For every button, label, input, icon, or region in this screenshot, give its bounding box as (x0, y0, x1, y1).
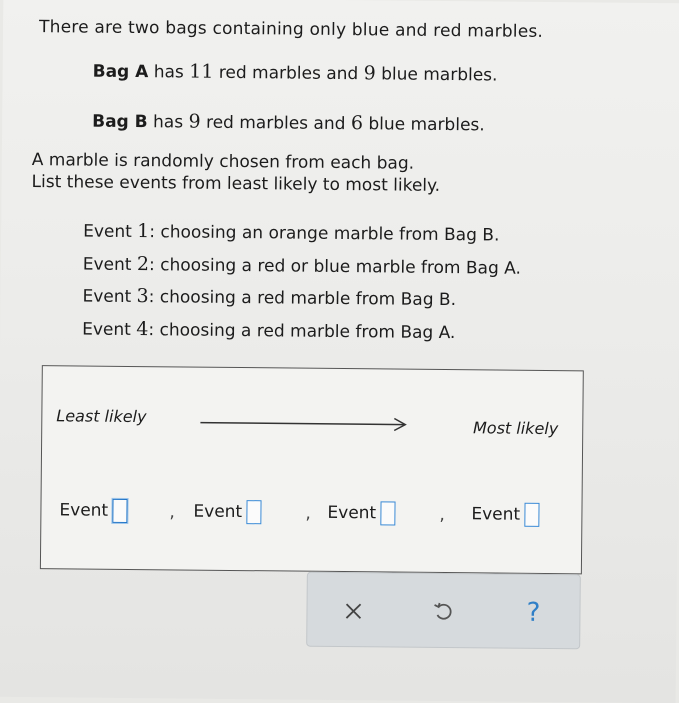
bag-b-name: Bag B (92, 111, 148, 133)
event-text: : choosing a red marble from Bag B. (148, 287, 457, 311)
answer-input-2[interactable] (246, 500, 261, 524)
answer-slot-3 (327, 501, 395, 526)
answer-slot-2 (193, 500, 261, 525)
bag-a-blue-count: 9 (363, 62, 376, 85)
event-list (82, 216, 521, 350)
bag-a-red-text: red marbles and (213, 62, 364, 85)
event-label: Event (82, 286, 137, 308)
event-item-2 (83, 248, 521, 285)
clear-button[interactable] (337, 595, 369, 627)
event-text: : choosing a red or blue marble from Bag A. (148, 254, 522, 279)
event-number: 1 (137, 220, 150, 243)
right-arrow-icon (200, 416, 408, 432)
slot-separator: , (169, 502, 175, 523)
slot-separator: , (439, 504, 445, 526)
bag-a-line (93, 60, 498, 86)
help-button[interactable] (517, 597, 549, 629)
bag-a-name: Bag A (92, 61, 149, 83)
instruction-line-2: List these events from least likely to most likely. (31, 172, 441, 196)
event-label: Event (82, 319, 137, 340)
slot-separator: , (305, 503, 311, 524)
bag-a-blue-text: blue marbles. (375, 64, 498, 86)
question-icon: ? (526, 597, 541, 628)
intro-text: There are two bags containing only blue and red marbles. (38, 17, 544, 42)
bag-b-blue-count: 6 (350, 112, 364, 135)
event-text: : choosing a red marble from Bag A. (148, 319, 456, 343)
slot-label: Event (193, 501, 243, 523)
bag-a-red-count: 11 (189, 60, 214, 83)
undo-icon (432, 601, 454, 623)
answer-input-4[interactable] (524, 503, 539, 527)
instructions (31, 149, 440, 197)
least-likely-label: Least likely (56, 406, 147, 427)
answer-input-1[interactable] (112, 499, 127, 523)
slot-label: Event (59, 500, 109, 521)
answer-slot-4 (471, 502, 539, 527)
event-number: 3 (136, 285, 149, 308)
bag-b-red-count: 9 (188, 110, 201, 133)
instruction-line-1: A marble is randomly chosen from each bag. (31, 150, 415, 174)
answer-box (40, 365, 584, 574)
bag-a-has: has (148, 62, 190, 83)
bag-b-red-text: red marbles and (200, 112, 351, 135)
bag-b-blue-text: blue marbles. (362, 114, 485, 136)
event-item-3 (82, 281, 520, 318)
event-label: Event (82, 254, 138, 275)
answer-slots (58, 498, 558, 526)
undo-button[interactable] (427, 596, 459, 628)
event-number: 2 (136, 252, 150, 275)
event-number: 4 (136, 317, 149, 340)
event-label: Event (83, 221, 138, 243)
event-text: : choosing an orange marble from Bag B. (149, 222, 500, 246)
bag-b-has: has (147, 112, 189, 133)
event-item-1 (83, 216, 521, 253)
answer-slot-1 (59, 498, 127, 523)
answer-toolbar (306, 572, 581, 650)
most-likely-label: Most likely (472, 418, 559, 439)
slot-label: Event (327, 502, 377, 524)
event-item-4 (82, 313, 520, 350)
answer-input-3[interactable] (380, 501, 395, 525)
bag-b-line (92, 110, 485, 136)
slot-label: Event (471, 504, 521, 525)
x-icon (344, 602, 362, 620)
